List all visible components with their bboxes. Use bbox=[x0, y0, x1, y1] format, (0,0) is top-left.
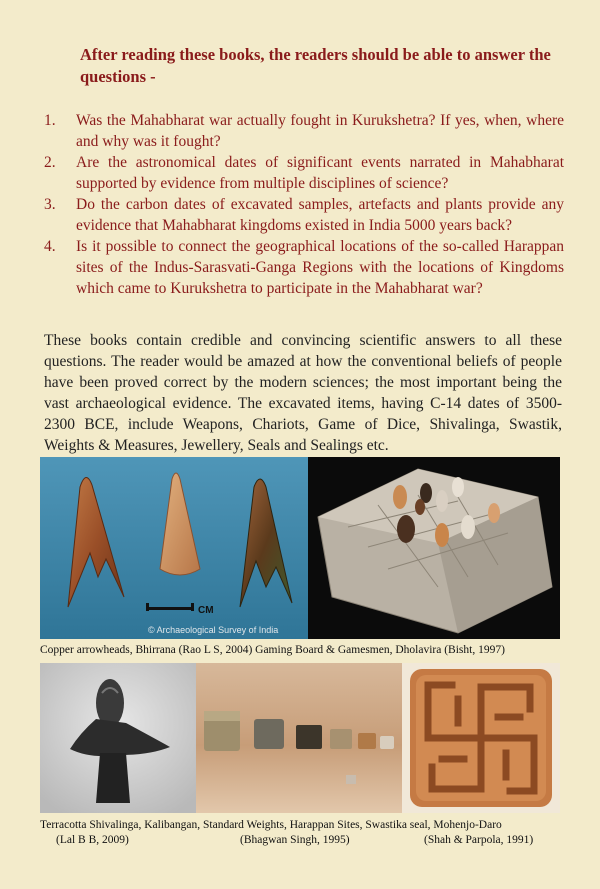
shivalinga-credit: (Lal B B, 2009) bbox=[56, 834, 129, 846]
question-number: 1. bbox=[44, 112, 56, 129]
seal-credit: (Shah & Parpola, 1991) bbox=[424, 834, 534, 846]
question-number: 4. bbox=[44, 238, 56, 255]
bottom-photos-caption: Terracotta Shivalinga, Kalibangan, Standard Weights, Harappan Sites, Swastika seal, Mohenjo-Daro bbox=[40, 819, 502, 831]
body-paragraph: These books contain credible and convincing scientific answers to all these questions. The reader would be amazed at how the conventional beliefs of people have been proved correct by the modern sciences; the most important being the vast archaeological evidence. The excavated items, having C-14 dates of 3500-2300 BCE, include Weapons, Chariots, Game of Dice, Shivalinga, Swastik, Weights & Measures, Jewellery, Seals and Sealings etc. bbox=[44, 332, 562, 454]
question-text: Was the Mahabharat war actually fought in Kurukshetra? If yes, when, where and why was it fought? bbox=[76, 112, 564, 150]
question-item bbox=[44, 236, 564, 299]
question-text: Are the astronomical dates of significant events narrated in Mahabharat supported by evidence from multiple disciplines of science? bbox=[76, 154, 564, 192]
gaming-board-photo bbox=[308, 457, 560, 639]
arrowheads-photo bbox=[40, 457, 308, 639]
question-list bbox=[44, 110, 564, 299]
question-text: Is it possible to connect the geographical locations of the so-called Harappan sites of the Indus-Sarasvati-Ganga Regions with the locations of Kingdoms which came to Kurukshetra to participate in the Mahabharat war? bbox=[76, 238, 564, 297]
weights-credit: (Bhagwan Singh, 1995) bbox=[240, 834, 350, 846]
section-heading: After reading these books, the readers should be able to answer the questions - bbox=[80, 45, 551, 86]
watermark-text: © Archaeological Survey of India bbox=[148, 625, 279, 635]
question-text: Do the carbon dates of excavated samples, artefacts and plants provide any evidence that Mahabharat kingdoms existed in India 5000 years back? bbox=[76, 196, 564, 234]
question-item bbox=[44, 110, 564, 152]
question-number: 3. bbox=[44, 196, 56, 213]
question-item bbox=[44, 152, 564, 194]
question-number: 2. bbox=[44, 154, 56, 171]
question-item bbox=[44, 194, 564, 236]
swastika-seal-photo bbox=[402, 663, 560, 813]
top-photos-caption: Copper arrowheads, Bhirrana (Rao L S, 2004) Gaming Board & Gamesmen, Dholavira (Bisht, 1997) bbox=[40, 644, 505, 656]
scale-label: CM bbox=[198, 605, 214, 616]
shivalinga-photo bbox=[40, 663, 196, 813]
weights-photo bbox=[196, 663, 402, 813]
